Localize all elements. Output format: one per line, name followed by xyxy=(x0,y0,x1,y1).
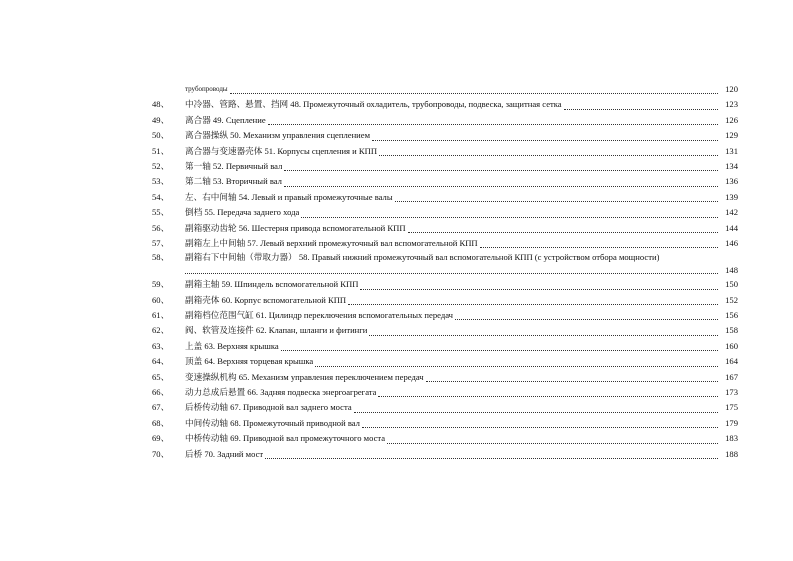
toc-entry-page: 173 xyxy=(725,387,738,398)
toc-entry-page: 139 xyxy=(725,191,738,202)
dot-leader xyxy=(284,170,718,171)
toc-entry-number: 50、 xyxy=(152,130,170,141)
toc-entry-page: 148 xyxy=(725,265,738,276)
toc-entry-page: 134 xyxy=(725,160,738,171)
toc-entry[interactable] xyxy=(152,190,738,205)
toc-entry-page: 146 xyxy=(725,237,738,248)
toc-entry-number: 69、 xyxy=(152,433,170,444)
toc-entry[interactable] xyxy=(152,221,738,236)
toc-entry-title: 离合器 49. Сцепление xyxy=(185,114,266,125)
dot-leader xyxy=(387,443,718,444)
toc-entry[interactable] xyxy=(152,416,738,431)
toc-entry[interactable] xyxy=(152,339,738,354)
toc-entry-title: 副箱左上中间轴 57. Левый верхний промежуточный вал вспомогательной КПП xyxy=(185,237,478,248)
dot-leader xyxy=(480,247,718,248)
dot-leader xyxy=(426,381,718,382)
toc-entry-title: 副箱驱动齿轮 56. Шестерня привода вспомогательной КПП xyxy=(185,222,406,233)
toc-entry-title: 副箱右下中间轴（带取力器） 58. Правый нижний промежуточный вал вспомогательной КПП (с устройством отбора мощности) xyxy=(185,252,660,263)
toc-entry-page: 123 xyxy=(725,99,738,110)
toc-entry-number: 53、 xyxy=(152,176,170,187)
toc-entry-title: 副箱壳体 60. Корпус вспомогательной КПП xyxy=(185,294,347,305)
toc-entry-number: 52、 xyxy=(152,160,170,171)
toc-entry-page: 144 xyxy=(725,222,738,233)
dot-leader xyxy=(284,186,718,187)
toc-entry-number: 55、 xyxy=(152,207,170,218)
toc-entry-title: 后桥传动轴 67. Приводной вал заднего моста xyxy=(185,402,352,413)
toc-entry[interactable] xyxy=(152,128,738,143)
toc-entry-number: 54、 xyxy=(152,191,170,202)
toc-entry-title: 中桥传动轴 69. Приводной вал промежуточного моста xyxy=(185,433,386,444)
toc-entry-title: 后桥 70. Задний мост xyxy=(185,448,264,459)
toc-entry-page: 136 xyxy=(725,176,738,187)
dot-leader xyxy=(360,289,718,290)
toc-entry-number: 63、 xyxy=(152,340,170,351)
toc-entry[interactable] xyxy=(152,236,738,251)
dot-leader xyxy=(315,366,718,367)
toc-entry-title: 动力总成后悬置 66. Задняя подвеска энергоагрегата xyxy=(185,387,377,398)
toc-entry-number: 61、 xyxy=(152,310,170,321)
toc-entry-number: 65、 xyxy=(152,371,170,382)
toc-entry-number: 51、 xyxy=(152,145,170,156)
toc-entry-number: 62、 xyxy=(152,325,170,336)
toc-entry-page: 150 xyxy=(725,279,738,290)
toc-entry-number: 60、 xyxy=(152,294,170,305)
toc-entry[interactable] xyxy=(152,385,738,400)
toc-entry-number: 66、 xyxy=(152,387,170,398)
dot-leader xyxy=(379,155,718,156)
toc-entry[interactable] xyxy=(152,447,738,462)
toc-entry[interactable] xyxy=(152,82,738,97)
toc-entry-number: 59、 xyxy=(152,279,170,290)
toc-entry-number: 49、 xyxy=(152,114,170,125)
toc-entry[interactable] xyxy=(152,431,738,446)
dot-leader xyxy=(378,396,718,397)
toc-entry-page: 156 xyxy=(725,310,738,321)
toc-entry[interactable] xyxy=(152,370,738,385)
dot-leader xyxy=(281,350,718,351)
dot-leader xyxy=(265,458,718,459)
toc-entry-title: 倒档 55. Передача заднего хода xyxy=(185,207,300,218)
toc-entry-title: 离合器操纵 50. Механизм управления сцеплением xyxy=(185,130,371,141)
toc-entry-page: 175 xyxy=(725,402,738,413)
toc-entry-title: 副箱档位范围气缸 61. Цилиндр переключения вспомогательных передач xyxy=(185,310,453,321)
toc-entry-page: 183 xyxy=(725,433,738,444)
dot-leader xyxy=(408,232,718,233)
toc-entry-page: 188 xyxy=(725,448,738,459)
toc-entry-number: 70、 xyxy=(152,448,170,459)
toc-entry-page: 179 xyxy=(725,417,738,428)
dot-leader xyxy=(185,273,718,274)
toc-entry-title: трубопроводы xyxy=(185,84,228,93)
toc-entry-page: 142 xyxy=(725,207,738,218)
dot-leader xyxy=(301,217,718,218)
toc-entry[interactable] xyxy=(152,97,738,112)
toc-entry-page: 152 xyxy=(725,294,738,305)
toc-entry-title: 第二轴 53. Вторичный вал xyxy=(185,176,282,187)
toc-entry-page: 120 xyxy=(725,83,738,94)
toc-entry-page: 131 xyxy=(725,145,738,156)
toc-entry[interactable] xyxy=(152,174,738,189)
toc-entry-title: 左、右中间轴 54. Левый и правый промежуточные валы xyxy=(185,191,393,202)
toc-entry[interactable] xyxy=(152,277,738,292)
toc-entry-title: 中间传动轴 68. Промежуточный приводной вал xyxy=(185,417,360,428)
toc-entry-number: 56、 xyxy=(152,222,170,233)
toc-entry-number: 68、 xyxy=(152,417,170,428)
toc-entry-page: 126 xyxy=(725,114,738,125)
toc-entry-title: 第一轴 52. Первичный вал xyxy=(185,160,283,171)
toc-entry[interactable] xyxy=(152,400,738,415)
toc-entry-title: 上盖 63. Верхняя крышка xyxy=(185,340,279,351)
dot-leader xyxy=(395,201,718,202)
dot-leader xyxy=(455,319,718,320)
toc-entry-number: 64、 xyxy=(152,356,170,367)
toc-entry-title: 中冷器、管路、悬置、挡网 48. Промежуточный охладитель, трубопроводы, подвеска, защитная сетка xyxy=(185,99,562,110)
dot-leader xyxy=(268,124,718,125)
toc-entry-title: 离合器与变速器壳体 51. Корпусы сцепления и КПП xyxy=(185,145,378,156)
toc-entry[interactable] xyxy=(152,293,738,308)
dot-leader xyxy=(362,427,718,428)
toc-entry[interactable] xyxy=(152,308,738,323)
toc-entry[interactable] xyxy=(152,251,738,277)
toc-entry[interactable] xyxy=(152,323,738,338)
toc-entry-number: 67、 xyxy=(152,402,170,413)
dot-leader xyxy=(564,109,718,110)
toc-entry-page: 167 xyxy=(725,371,738,382)
toc-entry-title: 阀、软管及连接件 62. Клапан, шланги и фитинги xyxy=(185,325,368,336)
toc-entry[interactable] xyxy=(152,113,738,128)
toc-entry-title: 变速操纵机构 65. Механизм управления переключением передач xyxy=(185,371,424,382)
toc-entry[interactable] xyxy=(152,159,738,174)
dot-leader xyxy=(369,335,718,336)
toc-entry-title: 副箱主轴 59. Шпиндель вспомогательной КПП xyxy=(185,279,359,290)
toc-entry-page: 160 xyxy=(725,340,738,351)
toc-entry-page: 164 xyxy=(725,356,738,367)
toc-entry-number: 48、 xyxy=(152,99,170,110)
dot-leader xyxy=(372,140,718,141)
table-of-contents xyxy=(152,82,738,462)
toc-entry-page: 158 xyxy=(725,325,738,336)
toc-entry[interactable] xyxy=(152,205,738,220)
toc-entry[interactable] xyxy=(152,354,738,369)
toc-entry-number: 57、 xyxy=(152,237,170,248)
toc-entry-title: 顶盖 64. Верхняя торцевая крышка xyxy=(185,356,314,367)
dot-leader xyxy=(230,93,718,94)
dot-leader xyxy=(348,304,718,305)
dot-leader xyxy=(354,412,718,413)
toc-entry-page: 129 xyxy=(725,130,738,141)
toc-entry-number: 58、 xyxy=(152,252,170,263)
toc-entry[interactable] xyxy=(152,144,738,159)
